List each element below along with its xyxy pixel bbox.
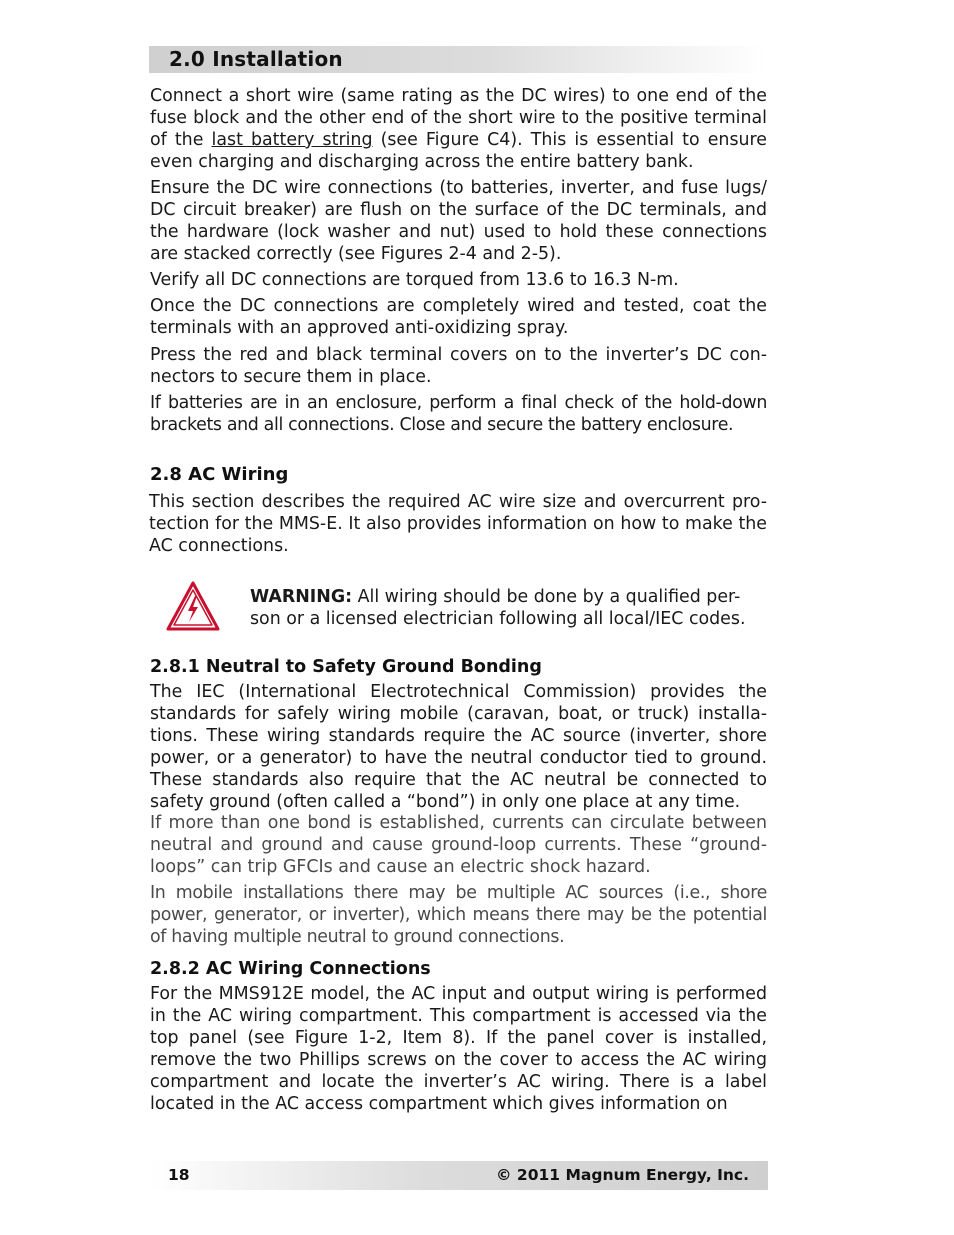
paragraph-text: Connect a short wire (same rating as the DC wires) to one end of the fuse block and the other end of the short wire to the positive terminal of the	[150, 86, 767, 150]
paragraph-torque: Verify all DC connections are torqued from 13.6 to 16.3 N-m.	[150, 270, 679, 290]
paragraph-ground-loops: If more than one bond is established, currents can circulate between neutral and ground and cause ground-loop currents. These “ground-loops” can trip GFCIs and cause an electric shock hazard.	[150, 813, 767, 877]
paragraph-dc-connections: Ensure the DC wire connections (to batteries, inverter, and fuse lugs/ DC circuit breaker) are flush on the surface of the DC terminals, and the hardware (lock washer and nut) used to hold these connections are stacked correctly (see Figures 2-4 and 2-5).	[150, 178, 767, 264]
warning-message	[250, 586, 767, 630]
paragraph-text: (see Figure C4). This is essential to ensure even charging and discharging across the entire battery bank.	[150, 129, 767, 172]
warning-label: WARNING:	[250, 587, 353, 607]
paragraph-iec-standards: The IEC (International Electrotechnical Commission) provides the standards for safely wiring mobile (caravan, boat, or truck) installa-tions. These wiring standards require the AC source (inverter, shore power, or a generator) to have the neutral conductor tied to ground. These standards also require that the AC neutral be connected to safety ground (often called a “bond”) in only one place at any time.	[150, 682, 767, 812]
heading-neutral-ground-bonding: 2.8.1 Neutral to Safety Ground Bonding	[150, 657, 542, 677]
paragraph-ac-compartment: For the MMS912E model, the AC input and output wiring is performed in the AC wiring compartment. This compartment is accessed via the top panel (see Figure 1-2, Item 8). If the panel cover is installed, remove the two Phillips screws on the cover to access the AC wiring compartment and locate the inverter’s AC wiring. There is a label located in the AC access compartment which gives information on	[150, 984, 767, 1114]
paragraph-enclosure: If batteries are in an enclosure, perform a final check of the hold-down brackets and all connections. Close and secure the battery enclosure.	[150, 393, 767, 435]
page-number: 18	[168, 1166, 190, 1184]
section-header-bar	[149, 46, 768, 73]
paragraph-ac-intro: This section describes the required AC wire size and overcurrent pro-tection for the MMS-E. It also provides information on how to make the AC connections.	[149, 492, 767, 556]
paragraph-multiple-sources: In mobile installations there may be multiple AC sources (i.e., shore power, generator, or inverter), which means there may be the potential of having multiple neutral to ground connections.	[150, 883, 767, 947]
warning-text: All wiring should be done by a qualified per-son or a licensed electrician following all local/IEC codes.	[250, 587, 746, 629]
underlined-term: last battery string	[211, 129, 373, 150]
electrical-hazard-icon	[165, 580, 221, 632]
paragraph-terminal-covers: Press the red and black terminal covers on to the inverter’s DC con-nectors to secure them in place.	[150, 345, 767, 387]
heading-ac-wiring-connections: 2.8.2 AC Wiring Connections	[150, 959, 431, 979]
footer-bar	[149, 1161, 768, 1190]
paragraph-anti-oxidizing: Once the DC connections are completely wired and tested, coat the terminals with an approved anti-oxidizing spray.	[150, 296, 767, 338]
heading-ac-wiring: 2.8 AC Wiring	[150, 464, 289, 485]
copyright-notice: © 2011 Magnum Energy, Inc.	[496, 1166, 749, 1184]
paragraph-fuse-block	[150, 86, 767, 174]
section-title: 2.0 Installation	[169, 47, 343, 71]
